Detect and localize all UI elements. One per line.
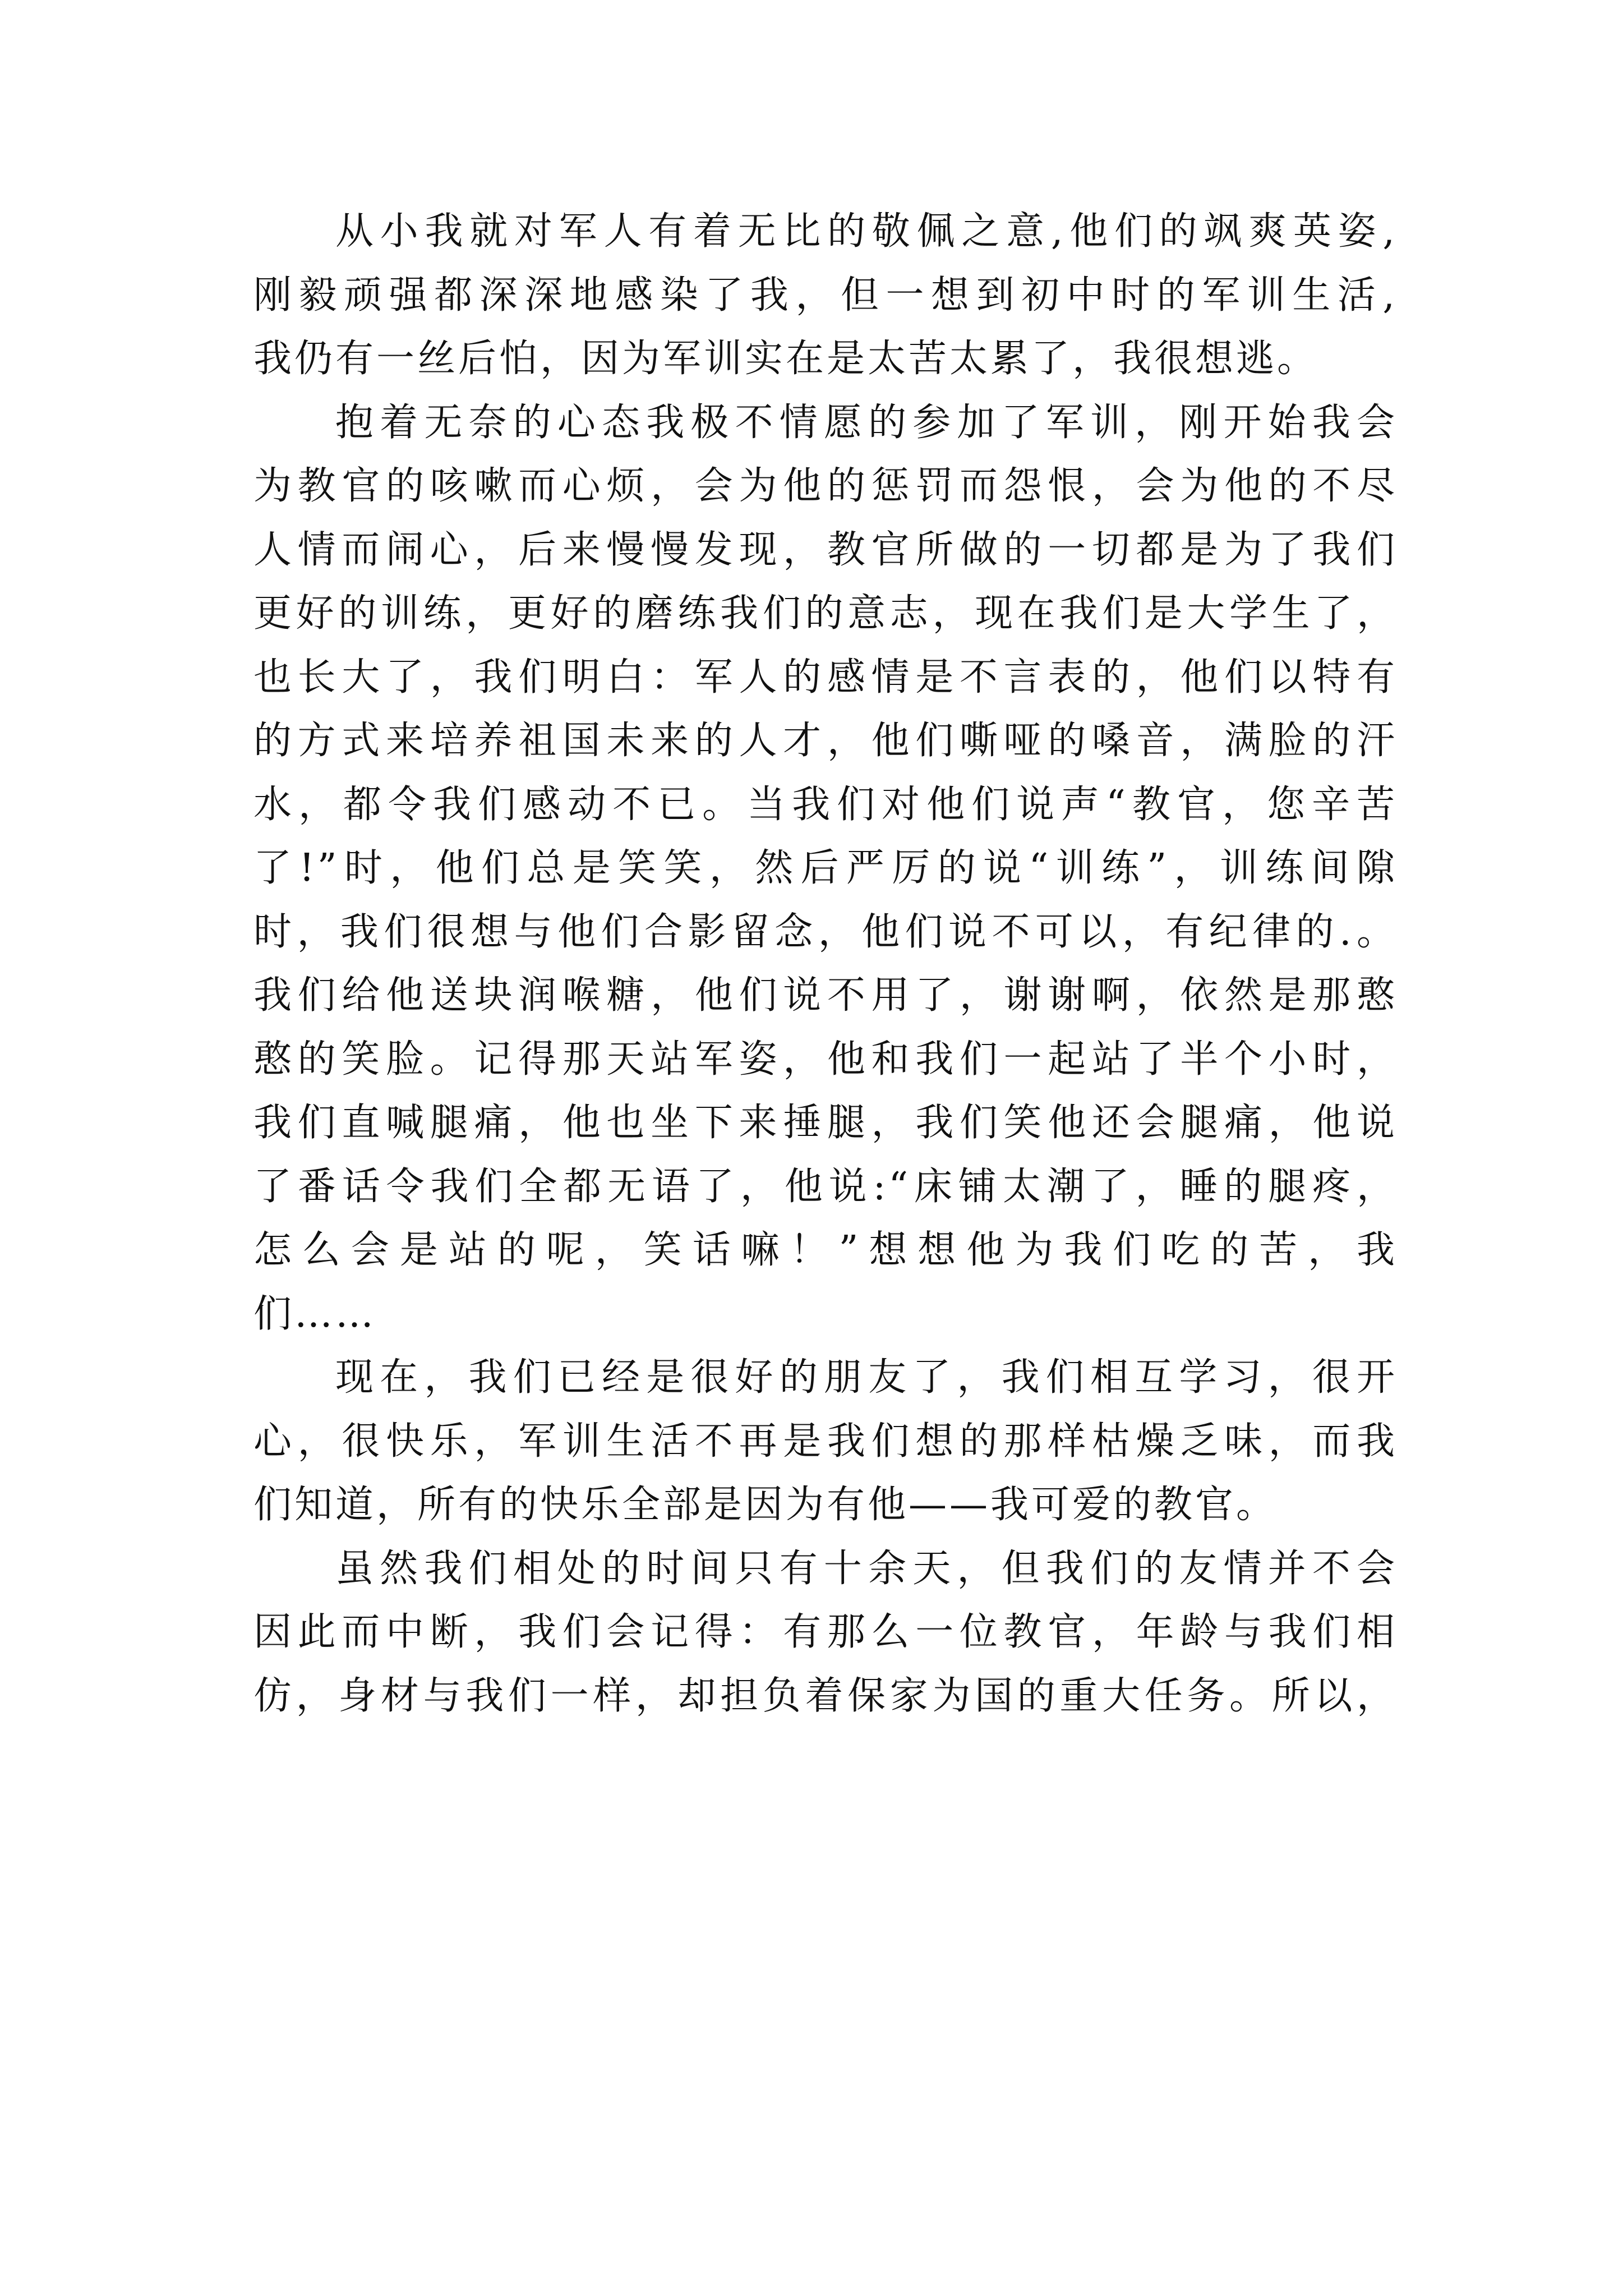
text-line: 抱着无奈的心态我极不情愿的参加了军训，刚开始我会 — [335, 400, 1398, 445]
text-line: 时，我们很想与他们合影留念，他们说不可以，有纪律的.。 — [253, 909, 1398, 954]
text-line: 们…… — [253, 1291, 377, 1336]
text-line: 从小我就对军人有着无比的敬佩之意,他们的飒爽英姿, — [335, 209, 1398, 254]
text-line: 也长大了，我们明白：军人的感情是不言表的，他们以特有 — [253, 655, 1398, 700]
text-line: 心，很快乐，军训生活不再是我们想的那样枯燥乏味，而我 — [253, 1419, 1398, 1464]
text-line: 水，都令我们感动不已。当我们对他们说声“教官，您辛苦 — [253, 782, 1398, 827]
text-line: 仿，身材与我们一样，却担负着保家为国的重大任务。所以， — [253, 1673, 1398, 1718]
text-line: 现在，我们已经是很好的朋友了，我们相互学习，很开 — [335, 1355, 1398, 1400]
text-line: 更好的训练，更好的磨练我们的意志，现在我们是大学生了， — [253, 591, 1398, 636]
text-line: 因此而中断，我们会记得：有那么一位教官，年龄与我们相 — [253, 1610, 1398, 1654]
document-body-text — [253, 200, 1398, 1728]
text-line: 刚毅顽强都深深地感染了我，但一想到初中时的军训生活, — [253, 273, 1398, 318]
text-line: 我仍有一丝后怕，因为军训实在是太苦太累了，我很想逃。 — [253, 337, 1318, 381]
text-line: 为教官的咳嗽而心烦，会为他的惩罚而怨恨，会为他的不尽 — [253, 464, 1398, 508]
text-line: 憨的笑脸。记得那天站军姿，他和我们一起站了半个小时， — [253, 1037, 1398, 1082]
text-line: 我们直喊腿痛，他也坐下来捶腿，我们笑他还会腿痛，他说 — [253, 1101, 1398, 1145]
text-line: 我们给他送块润喉糖，他们说不用了，谢谢啊，依然是那憨 — [253, 973, 1398, 1018]
text-line: 虽然我们相处的时间只有十余天，但我们的友情并不会 — [335, 1546, 1398, 1591]
text-line: 们知道，所有的快乐全部是因为有他——我可爱的教官。 — [253, 1483, 1278, 1527]
text-line: 怎么会是站的呢，笑话嘛！”想想他为我们吃的苦，我 — [253, 1228, 1398, 1272]
text-line: 了番话令我们全都无语了，他说:“床铺太潮了，睡的腿疼， — [253, 1164, 1398, 1209]
text-line: 人情而闹心，后来慢慢发现，教官所做的一切都是为了我们 — [253, 527, 1398, 572]
text-line: 的方式来培养祖国未来的人才，他们嘶哑的嗓音，满脸的汗 — [253, 719, 1398, 763]
text-line: 了!”时，他们总是笑笑，然后严厉的说“训练”，训练间隙 — [253, 846, 1398, 890]
